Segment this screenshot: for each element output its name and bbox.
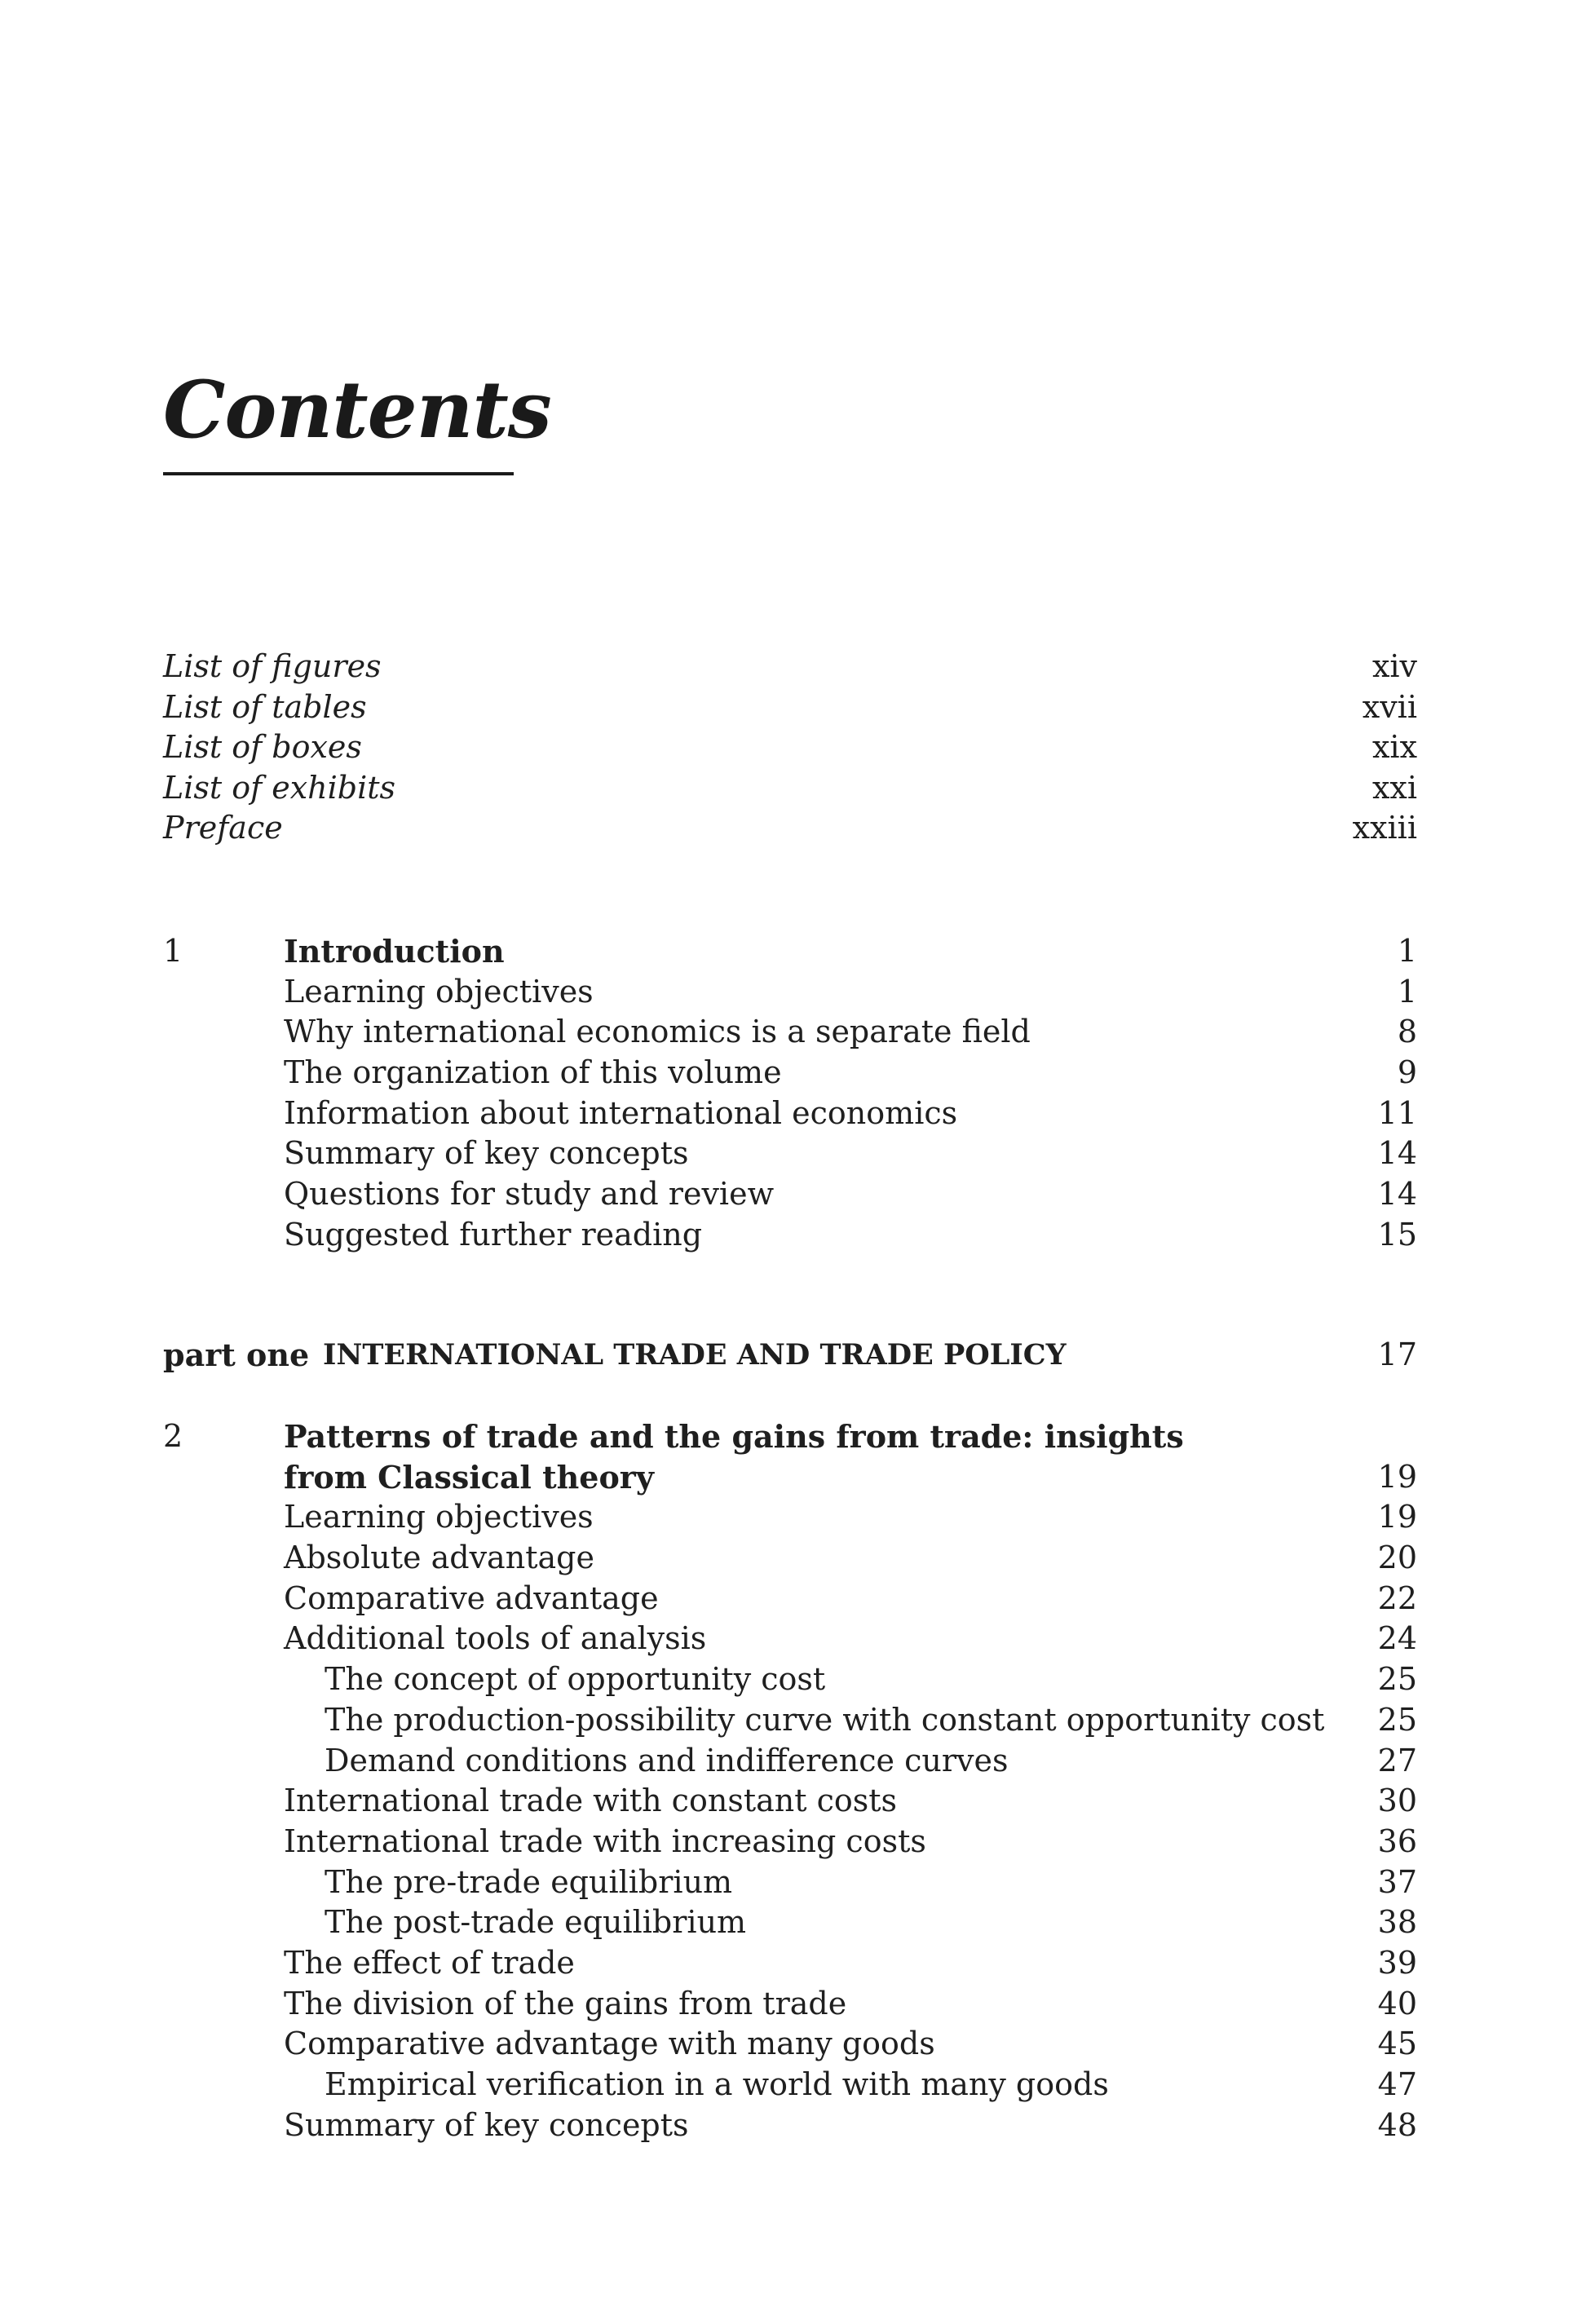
toc-entry-page: 11 (1377, 1094, 1417, 1131)
chapter-number: 1 (163, 933, 183, 969)
toc-entry-page: 19 (1377, 1458, 1417, 1495)
toc-entry-page: 1 (1397, 933, 1417, 969)
part-one-block (163, 1335, 1417, 1376)
toc-entry-title: International trade with constant costs (284, 1783, 898, 1819)
toc-entry-title: The concept of opportunity cost (325, 1661, 826, 1698)
toc-entry-title: List of figures (163, 648, 382, 684)
toc-section-entry[interactable] (163, 1943, 1417, 1984)
toc-entry-title: Comparative advantage (284, 1580, 659, 1616)
toc-section-entry[interactable] (163, 1619, 1417, 1659)
toc-entry-page: 30 (1377, 1783, 1417, 1819)
toc-subsection-entry[interactable] (163, 1902, 1417, 1943)
toc-entry-page: xxiii (1352, 810, 1417, 846)
toc-section-entry[interactable] (163, 1133, 1417, 1174)
toc-subsection-entry[interactable] (163, 1741, 1417, 1782)
toc-section-entry[interactable] (163, 1984, 1417, 2025)
toc-section-entry[interactable] (163, 2105, 1417, 2146)
toc-entry-title: Demand conditions and indifference curves (325, 1742, 1009, 1778)
toc-entry-title: Comparative advantage with many goods (284, 2026, 935, 2062)
toc-section-entry[interactable] (163, 1174, 1417, 1215)
toc-entry-page: 45 (1377, 2026, 1417, 2062)
toc-entry-page: 40 (1377, 1985, 1417, 2021)
toc-entry-title: Suggested further reading (284, 1216, 703, 1253)
chapter-1-block (163, 931, 1417, 1256)
toc-entry-title: Learning objectives (284, 973, 594, 1010)
toc-entry-list-of-figures[interactable] (163, 647, 1417, 687)
toc-entry-page: 48 (1377, 2106, 1417, 2143)
toc-entry-page: 27 (1377, 1742, 1417, 1778)
toc-entry-title: List of exhibits (163, 769, 396, 806)
part-label: part one (163, 1337, 310, 1373)
toc-subsection-entry[interactable] (163, 1700, 1417, 1741)
toc-section-entry[interactable] (163, 1822, 1417, 1862)
toc-section-entry[interactable] (163, 1053, 1417, 1094)
page-title: Contents (163, 364, 551, 456)
toc-entry-page: 19 (1377, 1499, 1417, 1535)
toc-section-entry[interactable] (163, 1497, 1417, 1538)
chapter-2-block (163, 1416, 1417, 2145)
toc-subsection-entry[interactable] (163, 1862, 1417, 1903)
toc-entry-page: 47 (1377, 2066, 1417, 2102)
toc-section-entry[interactable] (163, 1094, 1417, 1134)
toc-entry-title: Learning objectives (284, 1499, 594, 1535)
toc-entry-title: The division of the gains from trade (284, 1985, 847, 2021)
toc-entry-page: xix (1371, 729, 1417, 766)
toc-entry-title: List of boxes (163, 729, 362, 766)
toc-entry-title: Summary of key concepts (284, 2106, 689, 2143)
toc-entry-title: The post-trade equilibrium (325, 1904, 747, 1941)
chapter-title-line-2: from Classical theory (284, 1458, 654, 1496)
toc-subsection-entry[interactable] (163, 1659, 1417, 1700)
toc-subsection-entry[interactable] (163, 2065, 1417, 2105)
toc-entry-title: Preface (163, 810, 283, 846)
toc-section-entry[interactable] (163, 972, 1417, 1013)
toc-entry-page: 39 (1377, 1944, 1417, 1981)
chapter-number: 2 (163, 1418, 183, 1454)
toc-entry-page: xiv (1371, 648, 1417, 684)
toc-section-entry[interactable] (163, 1781, 1417, 1822)
toc-entry-list-of-tables[interactable] (163, 687, 1417, 728)
toc-entry-title: Information about international economics (284, 1094, 958, 1131)
chapter-heading-line-2[interactable] (163, 1457, 1417, 1498)
front-matter-list (163, 647, 1417, 849)
toc-entry-page: 25 (1377, 1661, 1417, 1698)
toc-section-entry[interactable] (163, 1538, 1417, 1579)
chapter-title-line-1: Patterns of trade and the gains from trade: insights (284, 1418, 1184, 1455)
toc-entry-title: The organization of this volume (284, 1054, 782, 1091)
toc-entry-title: Questions for study and review (284, 1176, 775, 1213)
part-title: INTERNATIONAL TRADE AND TRADE POLICY (323, 1338, 1067, 1372)
toc-entry-title: The effect of trade (284, 1944, 575, 1981)
chapter-heading[interactable] (163, 931, 1417, 972)
toc-section-entry[interactable] (163, 1579, 1417, 1619)
toc-entry-list-of-boxes[interactable] (163, 727, 1417, 768)
toc-entry-title: Additional tools of analysis (284, 1620, 707, 1657)
toc-entry-title: Why international economics is a separate field (284, 1014, 1031, 1050)
toc-entry-page: 17 (1377, 1337, 1417, 1372)
toc-entry-title: Empirical verification in a world with many goods (325, 2066, 1109, 2102)
toc-entry-page: xvii (1362, 688, 1417, 725)
part-heading[interactable] (163, 1335, 1417, 1376)
toc-entry-title: The pre-trade equilibrium (325, 1863, 733, 1900)
title-underline (163, 472, 514, 475)
toc-entry-page: 36 (1377, 1823, 1417, 1859)
toc-entry-page: 37 (1377, 1863, 1417, 1900)
toc-entry-page: 8 (1397, 1014, 1417, 1050)
toc-entry-title: List of tables (163, 688, 367, 725)
toc-entry-page: 20 (1377, 1540, 1417, 1576)
toc-entry-page: 25 (1377, 1701, 1417, 1738)
toc-entry-page: 24 (1377, 1620, 1417, 1657)
toc-entry-page: 38 (1377, 1904, 1417, 1941)
toc-entry-page: 15 (1377, 1216, 1417, 1253)
toc-entry-page: 14 (1377, 1176, 1417, 1213)
toc-entry-page: 14 (1377, 1135, 1417, 1172)
toc-entry-page: 22 (1377, 1580, 1417, 1616)
toc-section-entry[interactable] (163, 1012, 1417, 1053)
toc-entry-title: International trade with increasing costs (284, 1823, 926, 1859)
chapter-heading-line-1[interactable] (163, 1416, 1417, 1457)
toc-section-entry[interactable] (163, 2024, 1417, 2065)
toc-entry-page: 9 (1397, 1054, 1417, 1091)
chapter-title: Introduction (284, 933, 505, 970)
toc-entry-preface[interactable] (163, 808, 1417, 849)
toc-section-entry[interactable] (163, 1215, 1417, 1256)
toc-entry-page: xxi (1371, 769, 1417, 806)
toc-entry-list-of-exhibits[interactable] (163, 768, 1417, 809)
toc-entry-title: Summary of key concepts (284, 1135, 689, 1172)
toc-entry-title: The production-possibility curve with constant opportunity cost (325, 1701, 1325, 1738)
toc-entry-page: 1 (1397, 973, 1417, 1010)
toc-entry-title: Absolute advantage (284, 1540, 594, 1576)
